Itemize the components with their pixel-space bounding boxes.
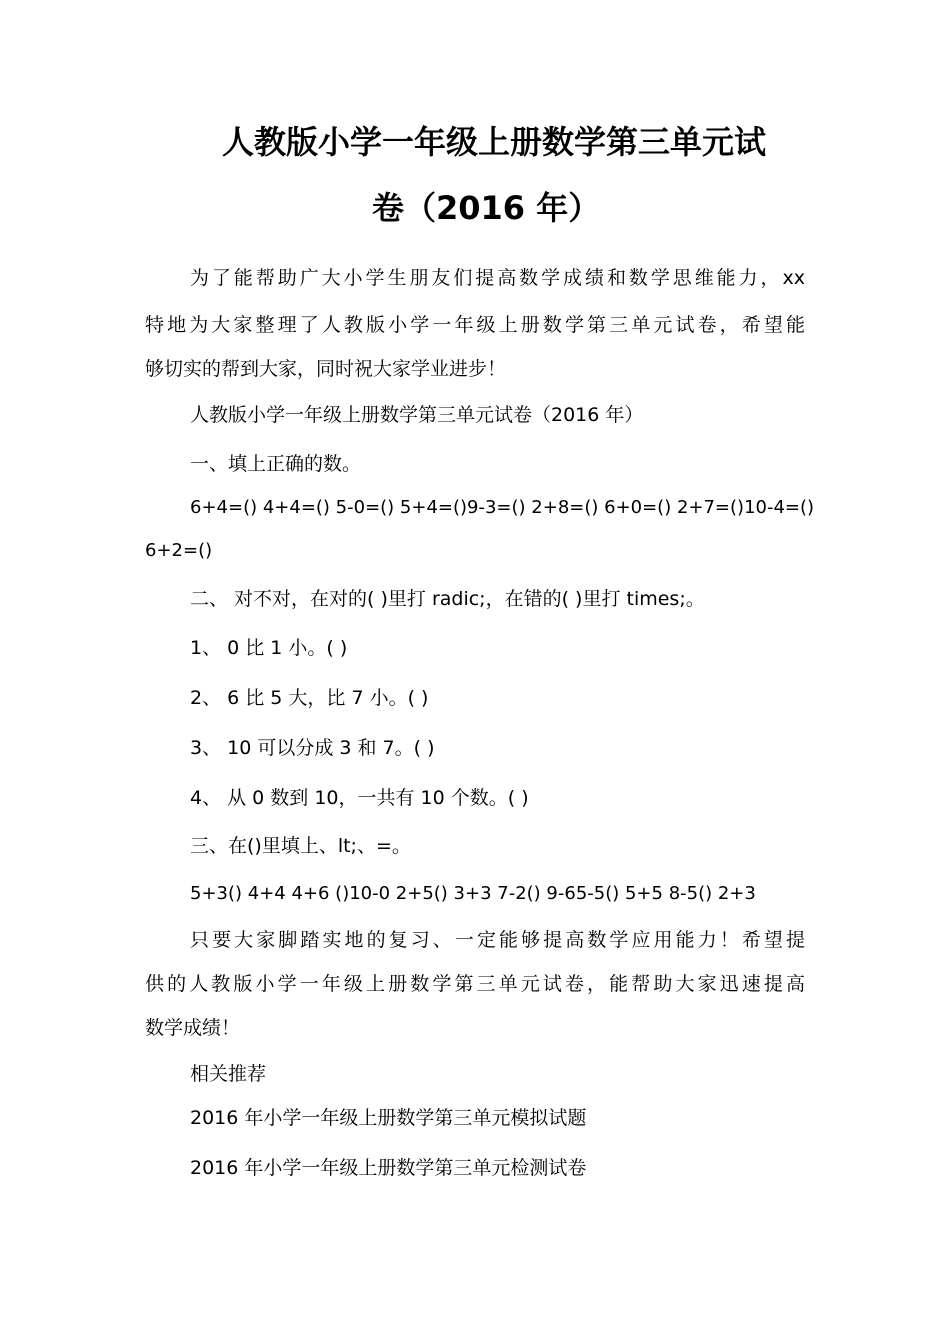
- related-heading: 相关推荐: [190, 1063, 267, 1085]
- section-3-heading: 三、在()里填上、lt;、=。: [190, 835, 411, 857]
- closing-paragraph-line-1: 只要大家脚踏实地的复习、一定能够提高数学应用能力！希望提: [190, 929, 805, 951]
- exam-subtitle: 人教版小学一年级上册数学第三单元试卷（2016 年）: [190, 404, 644, 426]
- section-2-item: 3、 10 可以分成 3 和 7。( ): [190, 737, 435, 759]
- section-2-item: 1、 0 比 1 小。( ): [190, 637, 348, 659]
- section-2-heading: 二、 对不对，在对的( )里打 radic;，在错的( )里打 times;。: [190, 588, 705, 610]
- document-title-line-1: 人教版小学一年级上册数学第三单元试: [222, 123, 767, 161]
- related-link[interactable]: 2016 年小学一年级上册数学第三单元检测试卷: [190, 1157, 587, 1179]
- document-title-line-2: 卷（2016 年）: [372, 189, 601, 227]
- section-1-questions-line-2: 6+2=(): [145, 540, 213, 561]
- section-2-item: 4、 从 0 数到 10，一共有 10 个数。( ): [190, 787, 529, 809]
- intro-paragraph-line-2: 特地为大家整理了人教版小学一年级上册数学第三单元试卷，希望能: [145, 314, 805, 336]
- section-2-item: 2、 6 比 5 大，比 7 小。( ): [190, 687, 429, 709]
- closing-paragraph-line-3: 数学成绩！: [145, 1017, 241, 1039]
- related-link[interactable]: 2016 年小学一年级上册数学第三单元模拟试题: [190, 1107, 587, 1129]
- closing-paragraph-line-2: 供的人教版小学一年级上册数学第三单元试卷，能帮助大家迅速提高: [145, 973, 805, 995]
- intro-paragraph-line-1: 为了能帮助广大小学生朋友们提高数学成绩和数学思维能力，xx: [190, 267, 805, 289]
- intro-paragraph-line-3: 够切实的帮到大家，同时祝大家学业进步！: [145, 358, 507, 380]
- section-3-questions: 5+3() 4+4 4+6 ()10-0 2+5() 3+3 7-2() 9-65-5() 5+5 8-5() 2+3: [190, 883, 756, 904]
- section-1-questions-line-1: 6+4=() 4+4=() 5-0=() 5+4=()9-3=() 2+8=() 6+0=() 2+7=()10-4=(): [190, 497, 815, 518]
- section-1-heading: 一、填上正确的数。: [190, 453, 362, 475]
